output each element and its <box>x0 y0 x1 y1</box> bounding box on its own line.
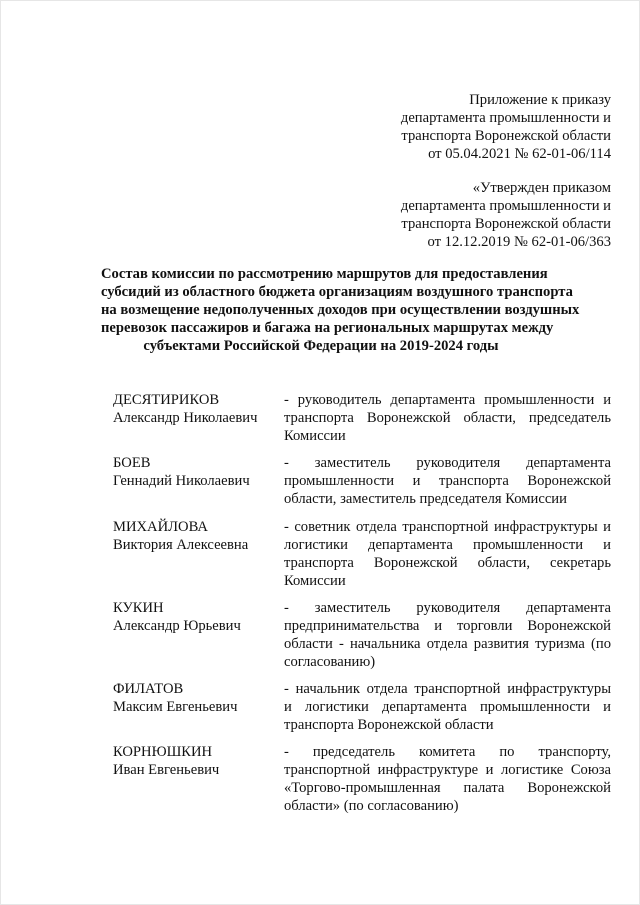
annex-line: от 05.04.2021 № 62-01-06/114 <box>428 146 611 162</box>
role-line: и логистики департамента промышленности и <box>284 699 611 715</box>
approved-line: от 12.12.2019 № 62-01-06/363 <box>427 234 611 250</box>
annex-line: департамента промышленности и <box>400 110 611 126</box>
annex-line: Приложение к приказу <box>469 92 611 108</box>
approved-line: транспорта Воронежской области <box>401 216 611 232</box>
title-line: на возмещение недополученных доходов при осуществлении воздушных <box>101 302 580 318</box>
role-line: - руководитель департамента промышленности и <box>284 392 611 408</box>
role-line: Комиссии <box>284 428 346 444</box>
annex-line: транспорта Воронежской области <box>401 128 611 144</box>
role-line: транспортной инфраструктуре и логистике Союза <box>284 762 611 778</box>
role-line: Комиссии <box>284 573 346 589</box>
annex-header <box>401 91 611 163</box>
title-line: субъектами Российской Федерации на 2019-2024 годы <box>143 338 499 354</box>
title-line: Состав комиссии по рассмотрению маршрутов для предоставления <box>101 266 548 282</box>
role-line: области, заместитель председателя Комиссии <box>284 491 567 507</box>
member-given-name: Максим Евгеньевич <box>113 699 238 715</box>
member-surname: ДЕСЯТИРИКОВ <box>113 392 220 408</box>
role-line: согласованию) <box>284 654 376 670</box>
member-role <box>284 599 611 671</box>
role-line: предпринимательства и торговли Воронежской <box>284 618 611 634</box>
role-line: - начальник отдела транспортной инфраструктуры <box>284 681 611 697</box>
member-role <box>284 391 611 445</box>
role-line: транспорта Воронежской области, председатель <box>284 410 611 426</box>
approved-line: «Утвержден приказом <box>472 180 611 196</box>
role-line: - председатель комитета по транспорту, <box>284 744 611 760</box>
member-role <box>284 518 611 590</box>
member-role <box>284 743 611 815</box>
role-line: промышленности и транспорта Воронежской <box>284 473 611 489</box>
member-role <box>284 680 611 734</box>
role-line: «Торгово-промышленная палата Воронежской <box>284 780 611 796</box>
role-line: - заместитель руководителя департамента <box>284 455 611 471</box>
member-given-name: Иван Евгеньевич <box>113 762 220 778</box>
role-line: транспорта Воронежской области, секретарь <box>284 555 611 571</box>
member-surname: ФИЛАТОВ <box>113 681 184 697</box>
role-line: области - начальника отдела развития туризма (по <box>284 636 611 652</box>
member-surname: КУКИН <box>113 600 164 616</box>
role-line: области» (по согласованию) <box>284 798 459 814</box>
member-given-name: Виктория Алексеевна <box>113 537 249 553</box>
member-role <box>284 454 611 508</box>
member-given-name: Александр Николаевич <box>113 410 258 426</box>
title-line: субсидий из областного бюджета организациям воздушного транспорта <box>101 284 573 300</box>
approved-header <box>401 179 611 251</box>
role-line: транспорта Воронежской области <box>284 717 494 733</box>
role-line: логистики департамента промышленности и <box>284 537 611 553</box>
approved-line: департамента промышленности и <box>400 198 611 214</box>
document-title <box>101 265 580 355</box>
title-line: перевозок пассажиров и багажа на региональных маршрутах между <box>101 320 554 336</box>
role-line: - советник отдела транспортной инфраструктуры и <box>284 519 611 535</box>
member-given-name: Александр Юрьевич <box>113 618 241 634</box>
member-surname: КОРНЮШКИН <box>113 744 213 760</box>
role-line: - заместитель руководителя департамента <box>284 600 611 616</box>
member-given-name: Геннадий Николаевич <box>113 473 250 489</box>
member-surname: БОЕВ <box>113 455 151 471</box>
member-surname: МИХАЙЛОВА <box>113 519 208 535</box>
